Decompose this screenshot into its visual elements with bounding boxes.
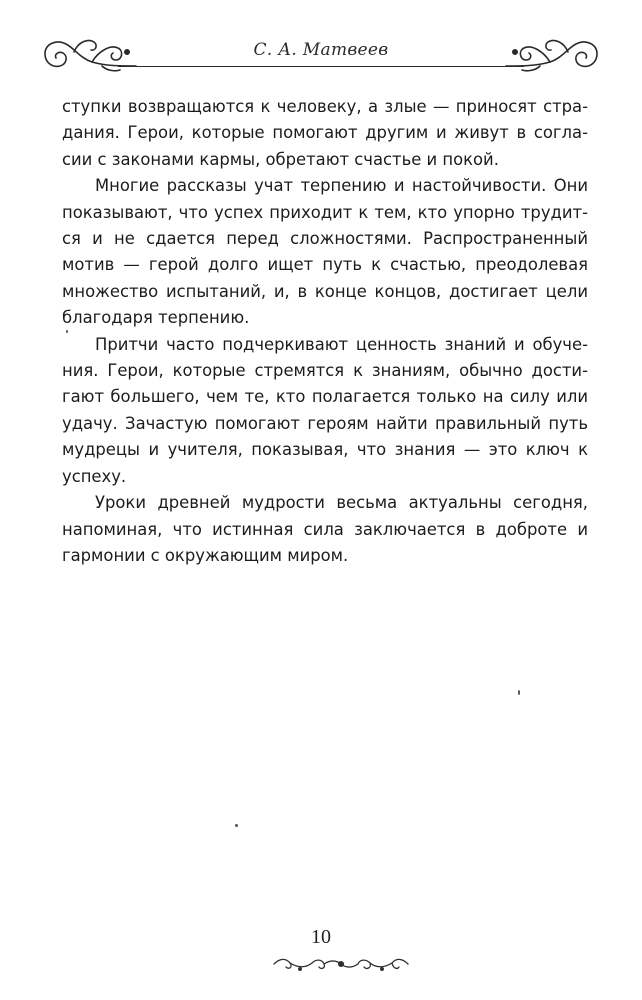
- author-name: С. А. Матвеев: [253, 40, 389, 60]
- print-speck: [66, 330, 68, 333]
- paragraph-3: Притчи часто подчеркивают ценность знаний и обучения. Герои, которые стремятся к знаниям, обычно достигают большего, чем те, кто полагается только на силу или удачу. Зачастую помогают героям найти правильный путь мудрецы и учителя, показывая, что знания — это ключ к успеху.: [62, 334, 588, 486]
- paragraph-4: Уроки древней мудрости весьма актуальны сегодня, напоминая, что истинная сила заключается в доброте и гармонии с окружающим миром.: [62, 493, 588, 565]
- scroll-flourish-icon: [504, 30, 602, 76]
- decorative-vine-icon: [270, 954, 412, 974]
- paragraph-2: Многие рассказы учат терпению и настойчивости. Они показывают, что успех приходит к тем, кто упорно трудится и не сдается перед сложностями. Распространенный мотив — герой долго ищет путь к счастью, преодолевая множество испытаний, и, в конце концов, достигает цели благодаря терпению.: [62, 176, 588, 328]
- page-number: 10: [311, 926, 331, 948]
- running-header: [0, 0, 642, 100]
- paragraph-1: ступки возвращаются к человеку, а злые — приносят страдания. Герои, которые помогают другим и живут в согласии с законами кармы, обретают счастье и покой.: [62, 97, 588, 169]
- print-speck: [235, 824, 238, 827]
- header-rule: [118, 66, 524, 67]
- print-speck: [518, 690, 520, 695]
- main-text: [62, 94, 588, 569]
